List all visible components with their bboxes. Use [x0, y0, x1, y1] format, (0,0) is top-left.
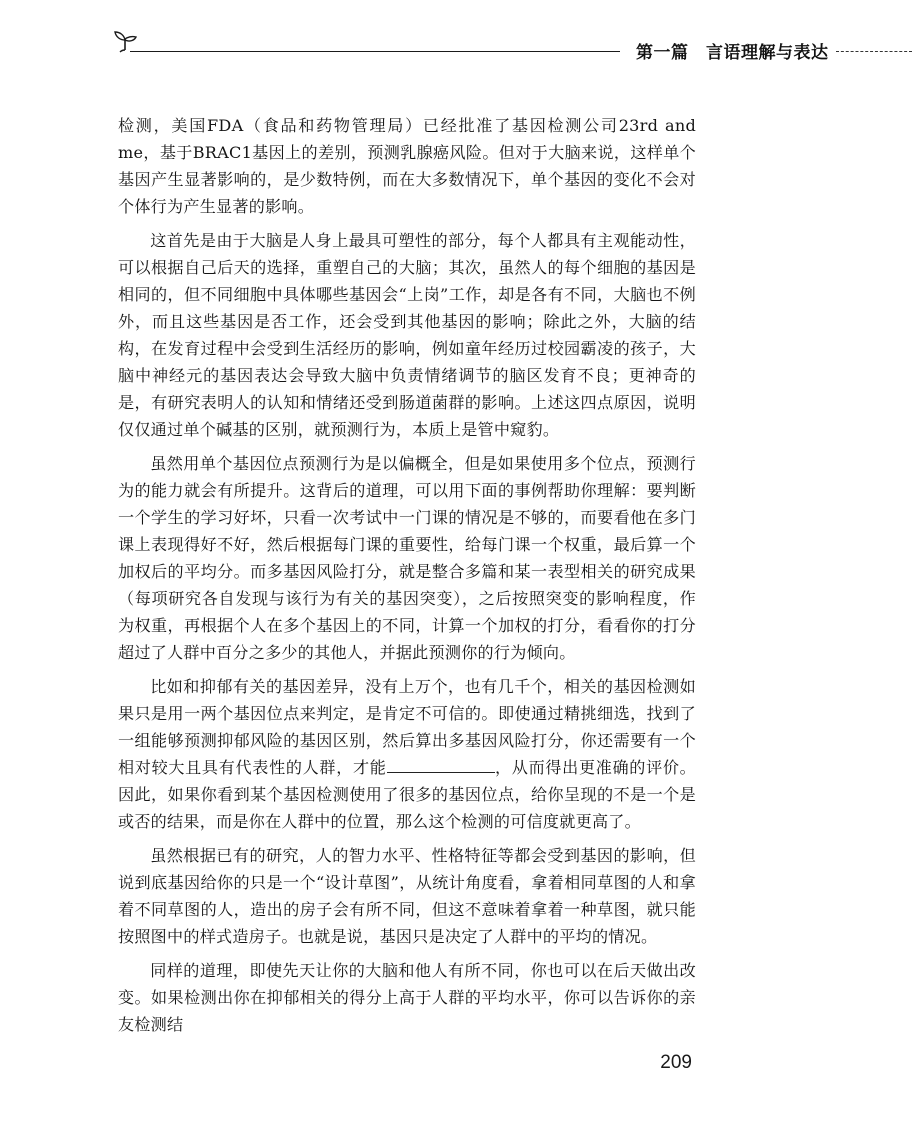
fill-in-blank — [387, 754, 495, 773]
paragraph-5: 虽然根据已有的研究，人的智力水平、性格特征等都会受到基因的影响，但说到底基因给你的只是一个“设计草图”，从统计角度看，拿着相同草图的人和拿着不同草图的人，造出的房子会有所不同，但这不意味着拿着一种草图，就只能按照图中的样式造房子。也就是说，基因只是决定了人群中的平均的情况。 — [118, 846, 696, 946]
header-rule-tail — [836, 51, 912, 52]
paragraph-6: 同样的道理，即使先天让你的大脑和他人有所不同，你也可以在后天做出改变。如果检测出你在抑郁相关的得分上高于人群的平均水平，你可以告诉你的亲友检测结 — [118, 961, 696, 1034]
paragraph-3: 虽然用单个基因位点预测行为是以偏概全，但是如果使用多个位点，预测行为的能力就会有所提升。这背后的道理，可以用下面的事例帮助你理解：要判断一个学生的学习好坏，只看一次考试中一门课的情况是不够的，而要看他在多门课上表现得好不好，然后根据每门课的重要性，给每门课一个权重，最后算一个加权后的平均分。而多基因风险打分，就是整合多篇和某一表型相关的研究成果（每项研究各自发现与该行为有关的基因突变），之后按照突变的影响程度，作为权重，再根据个人在多个基因上的不同，计算一个加权的打分，看看你的打分超过了人群中百分之多少的其他人，并据此预测你的行为倾向。 — [118, 454, 696, 662]
paragraph-4-part-2: ，从而得出更准确的评价。因此，如果你看到某个基因检测使用了很多的基因位点，给你呈现的不是一个是或否的结果，而是你在人群中的位置，那么这个检测的可信度就更高了。 — [118, 758, 697, 831]
paragraph-1: 检测，美国FDA（食品和药物管理局）已经批准了基因检测公司23rd and me，基于BRAC1基因上的差别，预测乳腺癌风险。但对于大脑来说，这样单个基因产生显著影响的，是少数特例，而在大多数情况下，单个基因的变化不会对个体行为产生显著的影响。 — [118, 116, 696, 216]
section-title: 第一篇 言语理解与表达 — [636, 43, 829, 63]
page-number: 209 — [660, 1052, 692, 1073]
running-header — [112, 28, 829, 68]
paragraph-2: 这首先是由于大脑是人身上最具可塑性的部分，每个人都具有主观能动性，可以根据自己后天的选择，重塑自己的大脑；其次，虽然人的每个细胞的基因是相同的，但不同细胞中具体哪些基因会“上岗”工作，却是各有不同，大脑也不例外，而且这些基因是否工作，还会受到其他基因的影响；除此之外，大脑的结构，在发育过程中会受到生活经历的影响，例如童年经历过校园霸凌的孩子，大脑中神经元的基因表达会导致大脑中负责情绪调节的脑区发育不良；更神奇的是，有研究表明人的认知和情绪还受到肠道菌群的影响。上述这四点原因，说明仅仅通过单个碱基的区别，就预测行为，本质上是管中窥豹。 — [118, 231, 696, 439]
header-rule — [130, 51, 620, 52]
paragraph-4-part-1: 比如和抑郁有关的基因差异，没有上万个，也有几千个，相关的基因检测如果只是用一两个基因位点来判定，是肯定不可信的。即使通过精挑细选，找到了一组能够预测抑郁风险的基因区别，然后算出多基因风险打分，你还需要有一个相对较大且具有代表性的人群，才能 — [118, 677, 696, 777]
body-text — [118, 112, 696, 1045]
paragraph-4 — [118, 673, 696, 835]
